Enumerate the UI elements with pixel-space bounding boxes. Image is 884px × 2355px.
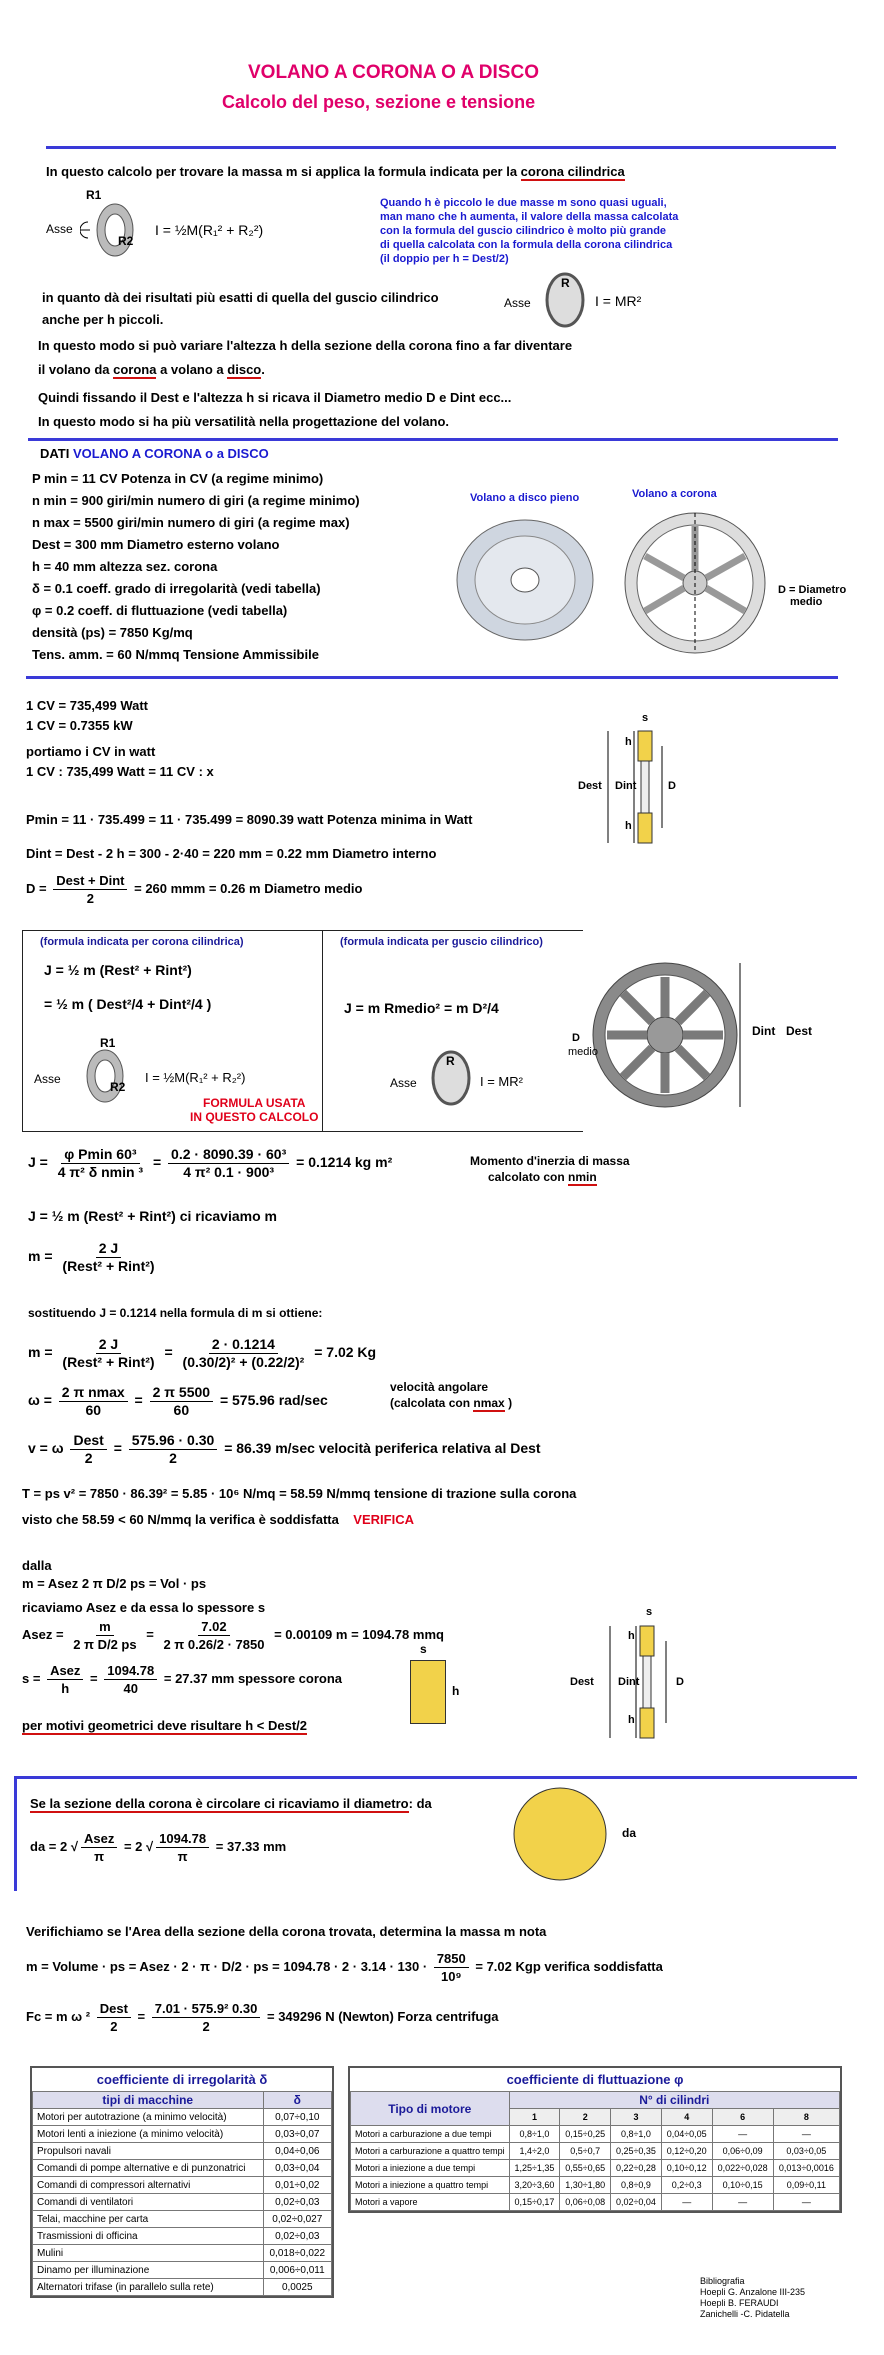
phi-value-cell: 0,04÷0,05 <box>661 2126 712 2143</box>
r2-label-2: R2 <box>110 1080 126 1094</box>
disc-flywheel-image <box>450 515 600 645</box>
fc-calc: Fc = m ω ² $\frac{\text{Dest}}{2}$ = $\frac{\text{7.01 · 575.9² 0.30}}{2}$ = 349296 N (Newton) Forza centrifuga <box>26 2001 499 2034</box>
table-row <box>351 2143 840 2160</box>
j-half: J = ½ m (Rest² + Rint²) ci ricaviamo m <box>28 1208 277 1224</box>
delta-value-cell: 0,03÷0,07 <box>263 2126 331 2143</box>
omega-note-1: velocità angolare <box>390 1380 489 1394</box>
img-d-label: D = Diametro <box>778 584 847 596</box>
machine-type-cell: Motori lenti a iniezione (a minimo velocità) <box>33 2126 264 2143</box>
da-calc: da = 2 √ $\frac{\text{Asez}}{\pi}$ = 2 √ $\frac{1094.78}{\pi}$ = 37.33 mm <box>30 1831 287 1864</box>
j-note-2: calcolato con nmin <box>488 1170 597 1184</box>
sec2-dint-label: Dint <box>618 1676 640 1688</box>
conversion: 1 CV = 735,499 Watt 1 CV = 0.7355 kW <box>26 698 148 733</box>
fluctuation-table <box>348 2066 842 2213</box>
sec-dint-label: Dint <box>615 780 637 792</box>
formula-mr-2: I = MR² <box>480 1074 523 1089</box>
verif-line-2: m = Volume · ps = Asez · 2 · π · D/2 · ps = 1094.78 · 2 · 3.14 · 130 · $\frac{7850}{\text{10⁹}}$ = 7.02 Kgp verifica soddisfatta <box>26 1951 663 1984</box>
machine-type-cell: Comandi di ventilatori <box>33 2194 264 2211</box>
ring-diagram <box>80 200 150 260</box>
phi-value-cell: 0,09÷0,11 <box>773 2177 839 2194</box>
phi-value-cell: — <box>661 2194 712 2211</box>
delta-value-cell: 0,01÷0,02 <box>263 2177 331 2194</box>
phi-value-cell: 3,20÷3,60 <box>509 2177 560 2194</box>
d-line: D = $\frac{\text{Dest + Dint}}{2}$ = 260 mmm = 0.26 m Diametro medio <box>26 873 363 906</box>
sostituendo: sostituendo J = 0.1214 nella formula di m si ottiene: <box>28 1306 323 1320</box>
machine-type-cell: Mulini <box>33 2245 264 2262</box>
left-box-title: (formula indicata per corona cilindrica) <box>40 936 244 948</box>
delta-value-cell: 0,02÷0,027 <box>263 2211 331 2228</box>
sec-s-label: s <box>642 712 649 724</box>
crown-flywheel-image <box>620 508 770 658</box>
phi-value-cell: 0,013÷0,0016 <box>773 2160 839 2177</box>
phi-value-cell: 0,8÷1,0 <box>509 2126 560 2143</box>
m-asez: m = Asez 2 π D/2 ps = Vol · ps <box>22 1576 207 1591</box>
table-row <box>33 2211 332 2228</box>
table-row <box>33 2245 332 2262</box>
ring-diagram-2 <box>70 1046 140 1106</box>
table-row <box>33 2194 332 2211</box>
phi-value-cell: 0,10÷0,15 <box>712 2177 773 2194</box>
asez-calc: Asez = $\frac{m}{\text{2 π D/2 ps}}$ = $\frac{7.02}{2 \pi 0.26/2 \cdot 7850}$ = 0.00109 m = 1094.78 mmq <box>22 1619 444 1652</box>
table-row <box>33 2262 332 2279</box>
wheel-medio-label: medio <box>568 1046 598 1058</box>
delta-value-cell: 0,03÷0,04 <box>263 2160 331 2177</box>
phi-value-cell: 0,55÷0,65 <box>560 2160 611 2177</box>
img-label-crown: Volano a corona <box>632 488 717 500</box>
circ-line-1: Se la sezione della corona è circolare ci ricaviamo il diametro: da <box>30 1796 432 1811</box>
t-line: T = ps v² = 7850 · 86.39² = 5.85 · 10⁶ N/mq = 58.59 N/mmq tensione di trazione sulla corona <box>22 1486 577 1501</box>
phi-value-cell: 0,2÷0,3 <box>661 2177 712 2194</box>
phi-value-cell: — <box>712 2194 773 2211</box>
table1-col1: tipi di macchine <box>33 2092 264 2109</box>
table2-ncil: N° di cilindri <box>509 2092 839 2109</box>
ricaviamo: ricaviamo Asez e da essa lo spessore s <box>22 1600 266 1615</box>
engine-type-cell: Motori a carburazione a due tempi <box>351 2126 510 2143</box>
table1-col2: δ <box>263 2092 331 2109</box>
sec-dest-label: Dest <box>578 780 602 792</box>
divider <box>26 676 838 679</box>
box-h-label: h <box>452 1684 460 1698</box>
phi-value-cell: 1,30÷1,80 <box>560 2177 611 2194</box>
r1-label: R1 <box>86 188 102 202</box>
dati-list: P min = 11 CV Potenza in CV (a regime minimo) n min = 900 giri/min numero di giri (a regime minimo) n max = 5500 giri/min numero di giri (a regime max) Dest = 300 mm Diametro esterno volano h = 40 mm altezza sez. corona δ = 0.1 coeff. grado di irregolarità (vedi tabella) φ = 0.2 coeff. di fluttuazione (vedi tabella) densità (ps) = 7850 Kg/mq Tens. amm. = 60 N/mmq Tensione Ammissibile <box>32 471 360 662</box>
table2-title: coefficiente di fluttuazione φ <box>506 2072 684 2087</box>
delta-value-cell: 0,018÷0,022 <box>263 2245 331 2262</box>
pmin-line: Pmin = 11 · 735.499 = 11 · 735.499 = 8090.39 watt Potenza minima in Watt <box>26 812 473 827</box>
phi-value-cell: 0,022÷0,028 <box>712 2160 773 2177</box>
verif-line-1: Verifichiamo se l'Area della sezione della corona trovata, determina la massa m nota <box>26 1924 547 1939</box>
wheel-d-label: D <box>572 1032 580 1044</box>
phi-value-cell: 0,10÷0,12 <box>661 2160 712 2177</box>
intro-line-1: In questo calcolo per trovare la massa m si applica la formula indicata per la corona cilindrica <box>46 164 625 179</box>
m-formula: m = $\frac{2 J}{\text{(Rest² + Rint²)}}$ <box>28 1240 155 1274</box>
axis-label: Asse <box>46 222 73 236</box>
phi-value-cell: 0,8÷0,9 <box>611 2177 662 2194</box>
table-row <box>33 2126 332 2143</box>
table-row <box>33 2228 332 2245</box>
img-label-disc: Volano a disco pieno <box>470 492 580 504</box>
phi-value-cell: 0,03÷0,05 <box>773 2143 839 2160</box>
machine-type-cell: Comandi di pompe alternative e di punzonatrici <box>33 2160 264 2177</box>
machine-type-cell: Telai, macchine per carta <box>33 2211 264 2228</box>
geo-condition: per motivi geometrici deve risultare h < Dest/2 <box>22 1718 308 1733</box>
table-row <box>351 2194 840 2211</box>
machine-type-cell: Propulsori navali <box>33 2143 264 2160</box>
table2-col1: Tipo di motore <box>351 2092 510 2126</box>
machine-type-cell: Trasmissioni di officina <box>33 2228 264 2245</box>
box-s-label: s <box>420 1642 427 1656</box>
r2-label: R2 <box>118 234 134 248</box>
intro-line-5: Quindi fissando il Dest e l'altezza h si ricava il Diametro medio D e Dint ecc... <box>38 390 512 405</box>
delta-value-cell: 0,0025 <box>263 2279 331 2296</box>
da-label: da <box>622 1826 637 1840</box>
section-rect <box>410 1660 446 1724</box>
intro-line-2b: anche per h piccoli. <box>42 312 164 327</box>
r-label-2: R <box>446 1054 455 1068</box>
sec2-h-label: h <box>628 1630 635 1642</box>
sec-d-label: D <box>668 780 676 792</box>
cylinder-count-header: 8 <box>773 2109 839 2126</box>
engine-type-cell: Motori a vapore <box>351 2194 510 2211</box>
table-row <box>33 2177 332 2194</box>
dint-line: Dint = Dest - 2 h = 300 - 2·40 = 220 mm = 0.22 mm Diametro interno <box>26 846 437 861</box>
machine-type-cell: Comandi di compressori alternativi <box>33 2177 264 2194</box>
section-diagram-2 <box>590 1610 690 1750</box>
verifica-line: visto che 58.59 < 60 N/mmq la verifica è soddisfatta VERIFICA <box>22 1512 414 1527</box>
phi-value-cell: — <box>712 2126 773 2143</box>
table1-title: coefficiente di irregolarità δ <box>96 2072 268 2087</box>
img-medio-label: medio <box>790 596 823 608</box>
dati-title: DATI VOLANO A CORONA o a DISCO <box>40 446 269 461</box>
phi-value-cell: 0,25÷0,35 <box>611 2143 662 2160</box>
delta-value-cell: 0,07÷0,10 <box>263 2109 331 2126</box>
phi-value-cell: — <box>773 2126 839 2143</box>
cylinder-count-header: 4 <box>661 2109 712 2126</box>
intro-line-4: il volano da corona a volano a disco. <box>38 362 265 377</box>
sec2-dest-label: Dest <box>570 1676 594 1688</box>
phi-value-cell: 0,15÷0,25 <box>560 2126 611 2143</box>
formula-j: I = ½M(R₁² + R₂²) <box>155 222 264 238</box>
phi-value-cell: 0,06÷0,08 <box>560 2194 611 2211</box>
dalla: dalla <box>22 1558 52 1573</box>
divider <box>46 146 836 149</box>
right-box-title: (formula indicata per guscio cilindrico) <box>340 936 543 948</box>
table-row <box>351 2126 840 2143</box>
wheel-photo <box>590 950 750 1120</box>
delta-value-cell: 0,02÷0,03 <box>263 2194 331 2211</box>
phi-value-cell: 1,25÷1,35 <box>509 2160 560 2177</box>
v-calc: v = ω $\frac{\text{Dest}}{2}$ = $\frac{575.96 \cdot 0.30}{2}$ = 86.39 m/sec velocità periferica relativa al Dest <box>28 1432 541 1466</box>
sec-h-label-2: h <box>625 820 632 832</box>
sec2-d-label: D <box>676 1676 684 1688</box>
sec2-h-label-2: h <box>628 1714 635 1726</box>
r-label: R <box>561 276 570 290</box>
divider <box>28 438 838 441</box>
cylinder-count-header: 6 <box>712 2109 773 2126</box>
omega-calc: ω = $\frac{\text{2 π nmax}}{60}$ = $\frac{2 \pi 5500}{60}$ = 575.96 rad/sec <box>28 1384 328 1418</box>
phi-value-cell: 0,5÷0,7 <box>560 2143 611 2160</box>
delta-value-cell: 0,006÷0,011 <box>263 2262 331 2279</box>
bibliography: Bibliografia Hoepli G. Anzalone III-235 Hoepli B. FERAUDI Zanichelli -C. Pidatella <box>700 2276 806 2319</box>
j-formula-1: J = ½ m (Rest² + Rint²) <box>44 962 192 978</box>
engine-type-cell: Motori a iniezione a due tempi <box>351 2160 510 2177</box>
m-calc: m = $\frac{2 J}{\text{(Rest² + Rint²)}}$ = $\frac{2 \cdot 0.1214}{\text{(0.30/2)² + (0.22/2)²}}$ = 7.02 Kg <box>28 1336 377 1370</box>
formula-j-2: I = ½M(R₁² + R₂²) <box>145 1070 246 1085</box>
intro-note: Quando h è piccolo le due masse m sono quasi uguali, man mano che h aumenta, il valore della massa calcolata con la formula del guscio cilindrico è molto più grande di quella calcolata con la formula della corona cilindrica (il doppio per h = Dest/2) <box>380 197 679 265</box>
j-note-1: Momento d'inerzia di massa <box>470 1154 630 1168</box>
machine-type-cell: Dinamo per illuminazione <box>33 2262 264 2279</box>
delta-value-cell: 0,02÷0,03 <box>263 2228 331 2245</box>
axis-label-2: Asse <box>504 296 531 310</box>
cylinder-count-header: 2 <box>560 2109 611 2126</box>
s-calc: s = $\frac{\text{Asez}}{h}$ = $\frac{1094.78}{40}$ = 27.37 mm spessore corona <box>22 1663 342 1696</box>
page-title: VOLANO A CORONA O A DISCO <box>248 62 539 83</box>
machine-type-cell: Motori per autotrazione (a minimo velocità) <box>33 2109 264 2126</box>
table-row <box>33 2143 332 2160</box>
engine-type-cell: Motori a iniezione a quattro tempi <box>351 2177 510 2194</box>
cylinder-count-header: 3 <box>611 2109 662 2126</box>
j-calc: J = $\frac{\text{φ Pmin 60³}}{\text{4 π² δ nmin ³}}$ = $\frac{\text{0.2 · 8090.39 · 60³}}{\text{4 π² 0.1 · 900³}}$ = 0.1214 kg m² <box>28 1146 393 1180</box>
phi-value-cell: 1,4÷2,0 <box>509 2143 560 2160</box>
j-formula-2: = ½ m ( Dest²/4 + Dint²/4 ) <box>44 996 212 1012</box>
formula-mr: I = MR² <box>595 293 642 309</box>
intro-line-6: In questo modo si ha più versatilità nella progettazione del volano. <box>38 414 450 429</box>
phi-value-cell: 0,15÷0,17 <box>509 2194 560 2211</box>
table-row <box>33 2160 332 2177</box>
axis-label-4: Asse <box>390 1076 417 1090</box>
table-row <box>33 2109 332 2126</box>
page-subtitle: Calcolo del peso, sezione e tensione <box>222 92 536 112</box>
phi-value-cell: 0,06÷0,09 <box>712 2143 773 2160</box>
r1-label-2: R1 <box>100 1036 116 1050</box>
intro-line-3: In questo modo si può variare l'altezza h della sezione della corona fino a far diventare <box>38 338 573 353</box>
phi-value-cell: — <box>773 2194 839 2211</box>
phi-value-cell: 0,12÷0,20 <box>661 2143 712 2160</box>
wheel-dest-label: Dest <box>786 1024 813 1038</box>
phi-value-cell: 0,8÷1,0 <box>611 2126 662 2143</box>
engine-type-cell: Motori a carburazione a quattro tempi <box>351 2143 510 2160</box>
wheel-dint-label: Dint <box>752 1024 776 1038</box>
sec2-s-label: s <box>646 1606 653 1618</box>
formula-usata: FORMULA USATA IN QUESTO CALCOLO <box>190 1096 319 1124</box>
table-row <box>351 2177 840 2194</box>
phi-value-cell: 0,22÷0,28 <box>611 2160 662 2177</box>
omega-note-2: (calcolata con nmax ) <box>390 1396 513 1410</box>
axis-label-3: Asse <box>34 1072 61 1086</box>
sec-h-label: h <box>625 736 632 748</box>
phi-value-cell: 0,02÷0,04 <box>611 2194 662 2211</box>
irregularity-table <box>30 2066 334 2298</box>
table-row <box>33 2279 332 2296</box>
j-formula-right: J = m Rmedio² = m D²/4 <box>344 1000 499 1016</box>
delta-value-cell: 0,04÷0,06 <box>263 2143 331 2160</box>
table-row <box>351 2160 840 2177</box>
cylinder-count-header: 1 <box>509 2109 560 2126</box>
machine-type-cell: Alternatori trifase (in parallelo sulla rete) <box>33 2279 264 2296</box>
conversion-2: portiamo i CV in watt 1 CV : 735,499 Watt = 11 CV : x <box>26 744 214 779</box>
intro-line-2: in quanto dà dei risultati più esatti di quella del guscio cilindrico <box>42 290 439 305</box>
circle-section <box>510 1784 610 1884</box>
